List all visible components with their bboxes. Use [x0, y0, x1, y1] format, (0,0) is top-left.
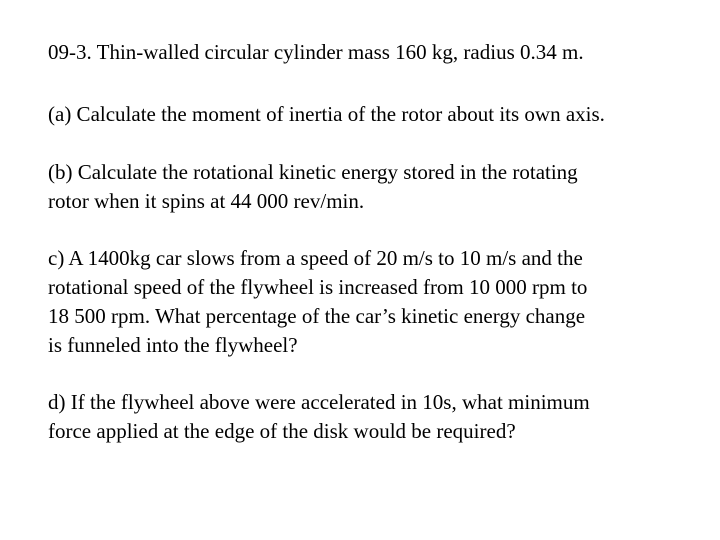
- part-c-line-4: is funneled into the flywheel?: [48, 333, 298, 357]
- problem-header-line: 09-3. Thin-walled circular cylinder mass 160 kg, radius 0.34 m.: [48, 40, 584, 64]
- part-c-line-2: rotational speed of the flywheel is increased from 10 000 rpm to: [48, 275, 588, 299]
- part-d-line-1: d) If the flywheel above were accelerated in 10s, what minimum: [48, 390, 590, 414]
- part-b-line-2: rotor when it spins at 44 000 rev/min.: [48, 189, 365, 213]
- part-c-line-1: c) A 1400kg car slows from a speed of 20 m/s to 10 m/s and the: [48, 246, 583, 270]
- part-c: [48, 244, 587, 360]
- part-a: [48, 100, 605, 129]
- part-b-line-1: (b) Calculate the rotational kinetic energy stored in the rotating: [48, 160, 578, 184]
- part-d: [48, 388, 590, 446]
- part-a-line: (a) Calculate the moment of inertia of the rotor about its own axis.: [48, 102, 605, 126]
- problem-header: [48, 38, 584, 67]
- part-d-line-2: force applied at the edge of the disk would be required?: [48, 419, 516, 443]
- part-c-line-3: 18 500 rpm. What percentage of the car’s kinetic energy change: [48, 304, 586, 328]
- part-b: [48, 158, 578, 216]
